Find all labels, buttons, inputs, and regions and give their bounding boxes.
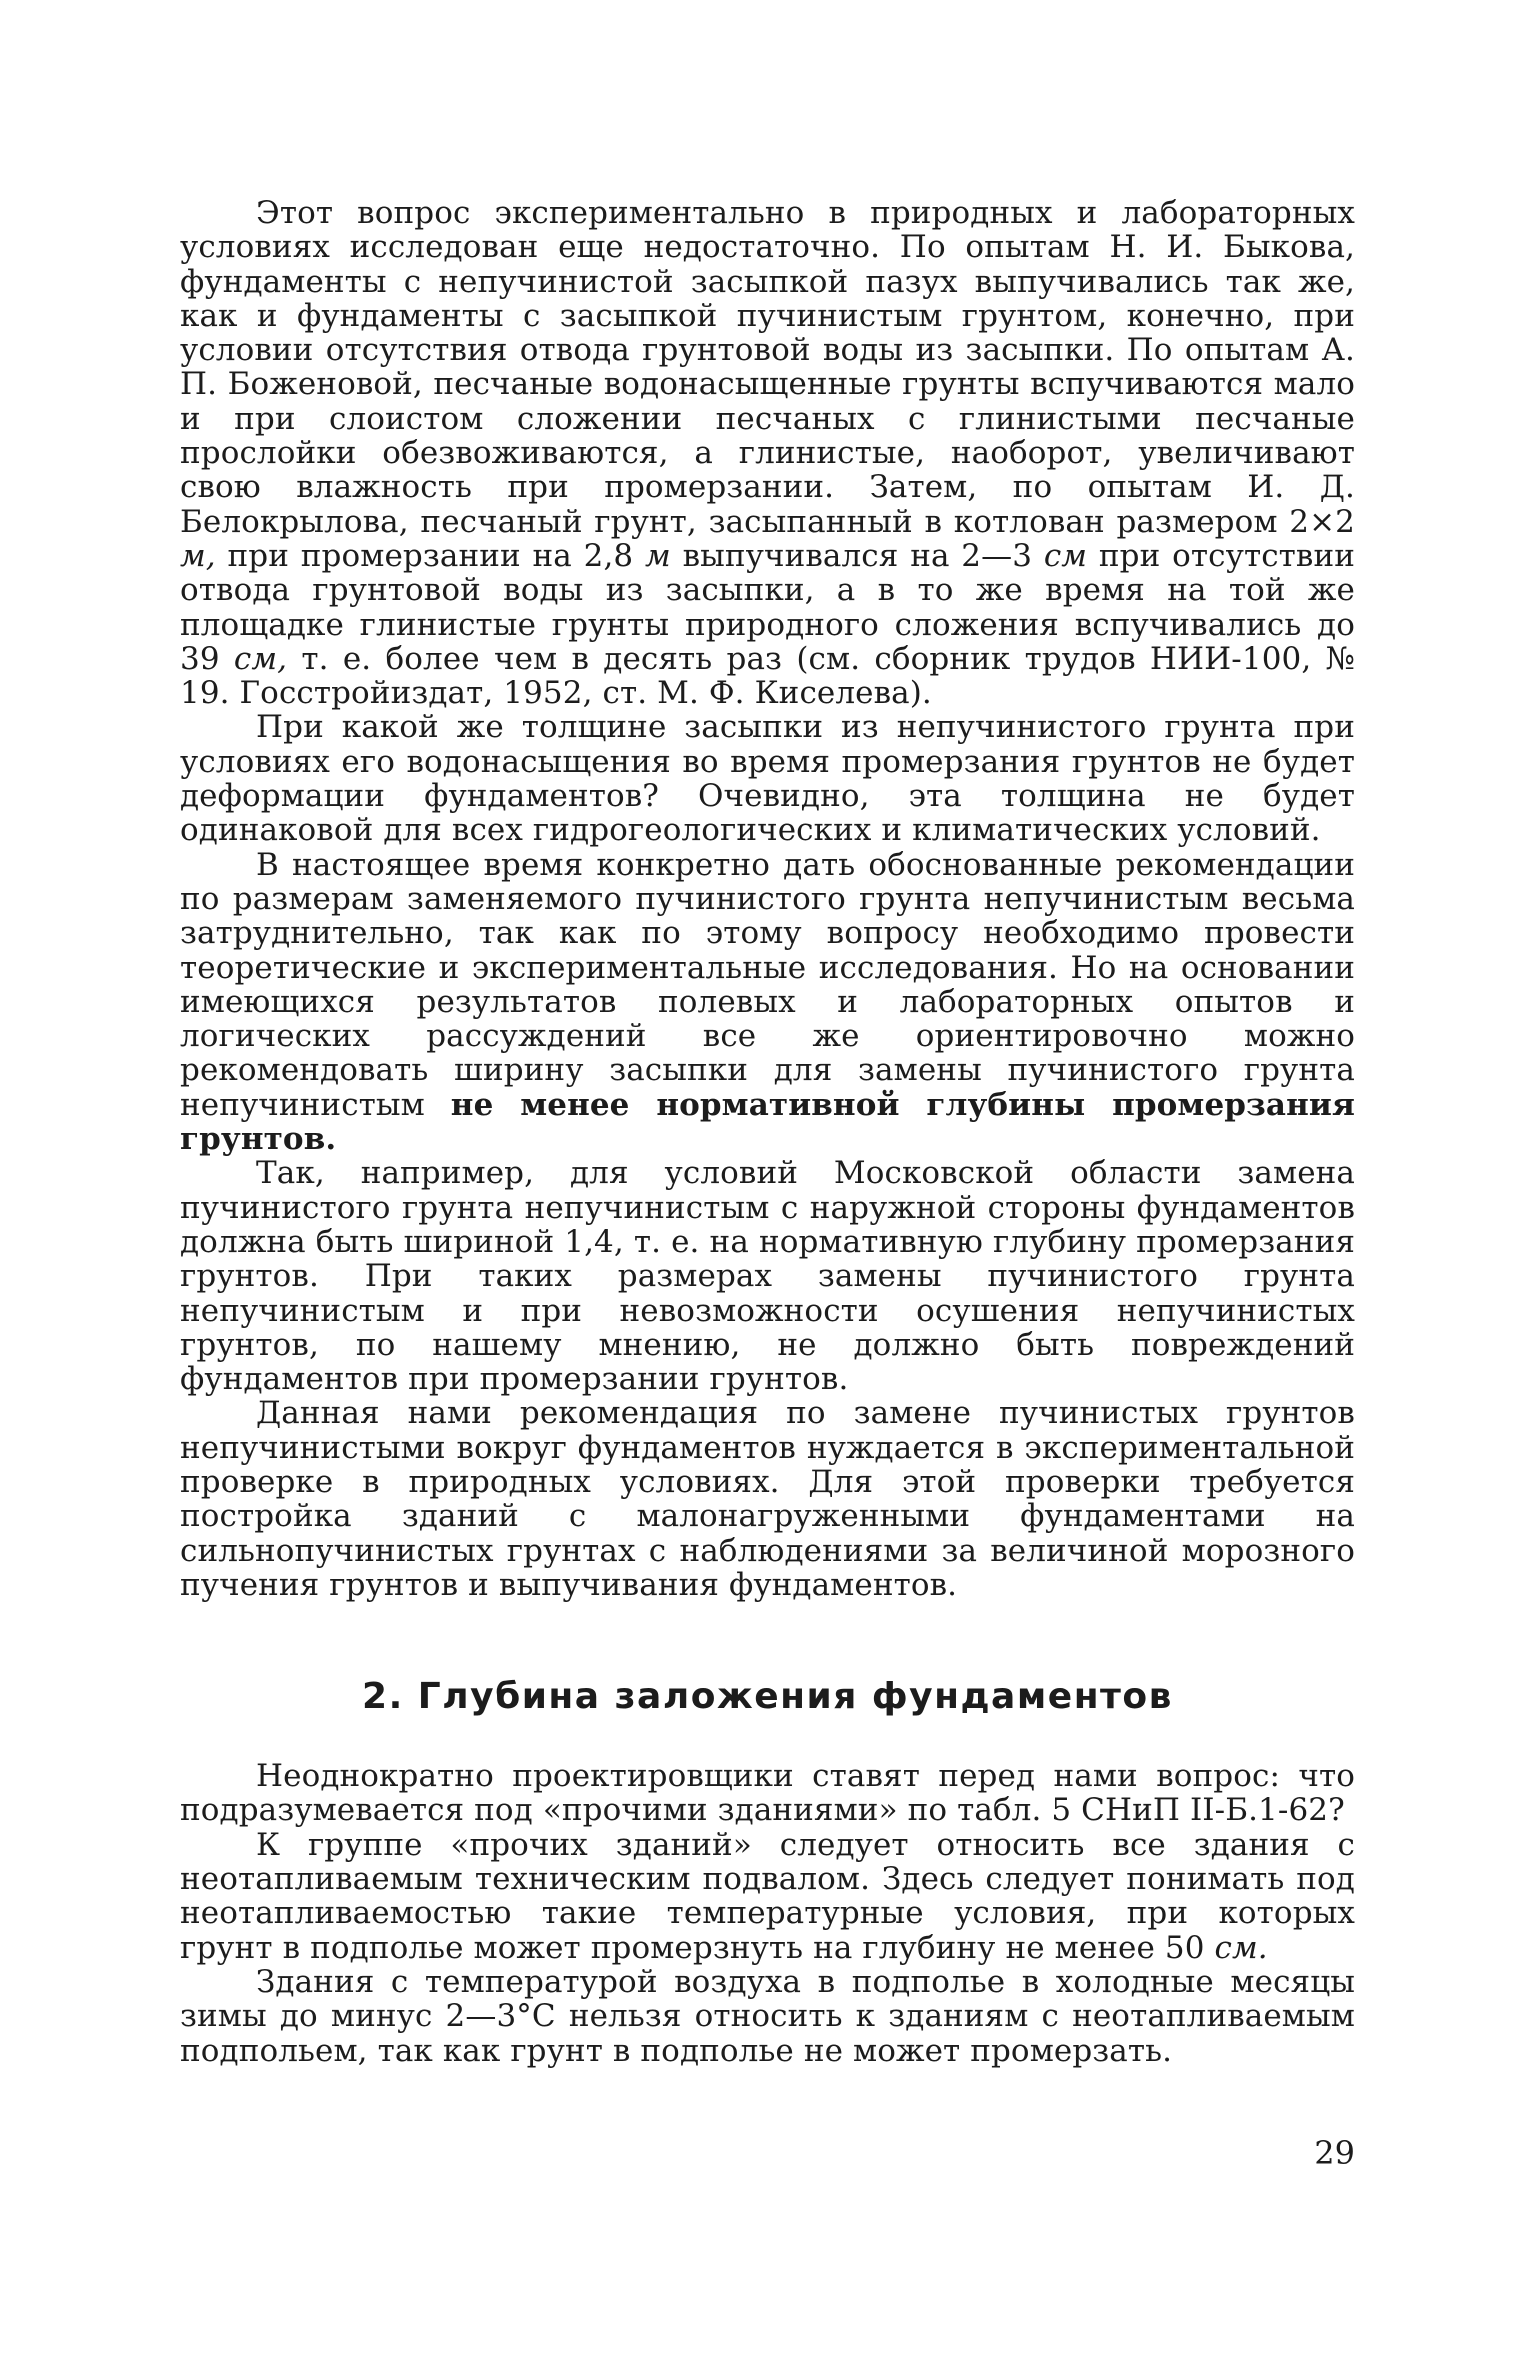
- paragraph-3: [180, 848, 1355, 1157]
- paragraph-1: [180, 196, 1355, 710]
- unit-text: см,: [233, 640, 288, 677]
- paragraph-7: [180, 1828, 1355, 1965]
- unit-text: м: [645, 537, 671, 574]
- paragraph-6: Неоднократно проектировщики ставят перед нами вопрос: что подразумевается под «прочими зданиями» по табл. 5 СНиП II-Б.1-62?: [180, 1758, 1355, 1829]
- unit-text: м,: [180, 537, 216, 574]
- page-number: 29: [1314, 2134, 1355, 2172]
- unit-text: см.: [1214, 1929, 1268, 1966]
- paragraph-8: Здания с температурой воздуха в подполье в холодные месяцы зимы до минус 2—3°С нельзя относить к зданиям с неотапливаемым подпольем, так как грунт в подполье не может промерзать.: [180, 1963, 1355, 2069]
- paragraph-4: Так, например, для условий Московской области замена пучинистого грунта непучинистым с наружной стороны фундаментов должна быть шириной 1,4, т. е. на нормативную глубину промерзания грунтов. При таких размерах замены пучинистого грунта непучинистым и при невозможности осушения непучинистых грунтов, по нашему мнению, не должно быть повреждений фундаментов при промерзании грунтов.: [180, 1155, 1355, 1398]
- text-run: Этот вопрос экспериментально в природных и лабораторных условиях исследован еще недостаточно. По опытам Н. И. Быкова, фундаменты с непучинистой засыпкой пазух выпучивались так же, как и фундаменты с засыпкой пучинистым грунтом, конечно, при условии отсутствия отвода грунтовой воды из засыпки. По опытам А. П. Боженовой, песчаные водонасыщенные грунты вспучиваются мало и при слоистом сложении песчаных с глинистыми песчаные прослойки обезвоживаются, а глинистые, наоборот, увеличивают свою влажность при промерзании. Затем, по опытам И. Д. Белокрылова, песчаный грунт, засыпанный в котлован размером 2×2: [180, 195, 1355, 540]
- section-heading: 2. Глубина заложения фундаментов: [362, 1676, 1173, 1718]
- text-run: при отсутствии отвода грунтовой воды из засыпки, а в то же время на той же площадке глинистые грунты природного сложения вспучивались до 39: [180, 537, 1355, 677]
- paragraph-2: При какой же толщине засыпки из непучинистого грунта при условиях его водонасыщения во время промерзания грунтов не будет деформации фундаментов? Очевидно, эта толщина не будет одинаковой для всех гидрогеологических и климатических условий.: [180, 709, 1355, 849]
- text-run: выпучивался на 2—3: [670, 537, 1044, 574]
- unit-text: см: [1043, 537, 1088, 574]
- page-body: [180, 196, 1355, 2068]
- text-run: т. е. более чем в десять раз (см. сборник трудов НИИ-100, № 19. Госстройиздат, 1952, ст. М. Ф. Киселева).: [180, 640, 1355, 712]
- text-run: К группе «прочих зданий» следует относить все здания с неотапливаемым техническим подвалом. Здесь следует понимать под неотапливаемостью такие температурные условия, при которых грунт в подполье может промерзнуть на глубину не менее 50: [180, 1826, 1355, 1966]
- bold-emphasis: не менее нормативной глубины промерзания грунтов.: [180, 1086, 1355, 1158]
- text-run: при промерзании на 2,8: [215, 537, 645, 574]
- text-run: В настоящее время конкретно дать обоснованные рекомендации по размерам заменяемого пучинистого грунта непучинистым весьма затруднительно, так как по этому вопросу необходимо провести теоретические и экспериментальные исследования. Но на основании имеющихся результатов полевых и лабораторных опытов и логических рассуждений все же ориентировочно можно рекомендовать ширину засыпки для замены пучинистого грунта непучинистым: [180, 846, 1355, 1123]
- paragraph-5: Данная нами рекомендация по замене пучинистых грунтов непучинистыми вокруг фундаментов нуждается в экспериментальной проверке в природных условиях. Для этой проверки требуется постройка зданий с малонагруженными фундаментами на сильнопучинистых грунтах с наблюдениями за величиной морозного пучения грунтов и выпучивания фундаментов.: [180, 1395, 1355, 1603]
